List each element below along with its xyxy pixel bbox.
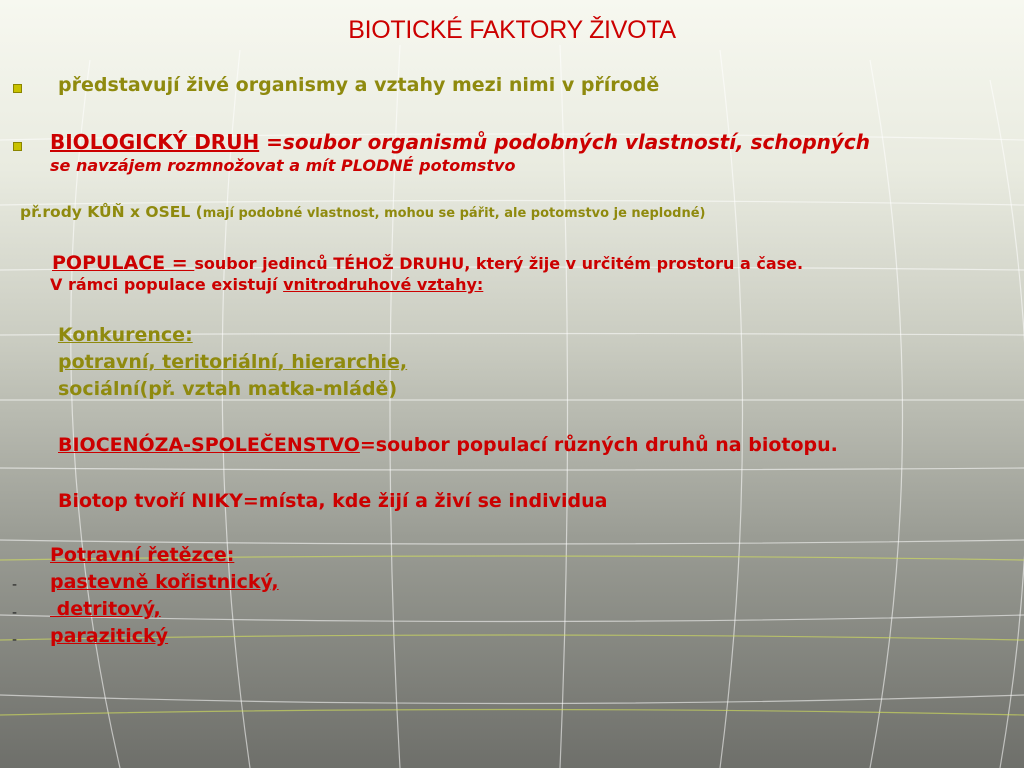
biocenoza-line <box>58 434 838 456</box>
dash-marker: - <box>12 605 18 621</box>
konkurence-types: potravní, teritoriální, hierarchie, <box>58 351 408 373</box>
populace-line2 <box>50 275 483 294</box>
retezec-item: detritový, <box>50 598 161 620</box>
populace-line <box>52 252 803 274</box>
konkurence-social: sociální(př. vztah matka-mládě) <box>58 378 398 400</box>
intro-text: představují živé organismy a vztahy mezi nimi v přírodě <box>58 74 660 96</box>
retezce-heading: Potravní řetězce: <box>50 544 235 566</box>
bullet-icon <box>13 142 22 151</box>
druh-term: BIOLOGICKÝ DRUH <box>50 130 260 154</box>
example-lead: př.rody KŮŇ x OSEL ( <box>20 203 203 221</box>
dash-marker: - <box>12 577 18 593</box>
dash-marker: - <box>12 632 18 648</box>
bullet-icon <box>13 84 22 93</box>
slide-title: BIOTICKÉ FAKTORY ŽIVOTA <box>348 16 676 44</box>
druh-def: =soubor organismů podobných vlastností, schopných <box>259 130 871 154</box>
populace-line2-text: V rámci populace existují <box>50 275 284 294</box>
druh-def-line2: se navzájem rozmnožovat a mít PLODNÉ potomstvo <box>50 156 516 175</box>
populace-def: soubor jedinců TÉHOŽ DRUHU, který žije v určitém prostoru a čase. <box>194 254 804 273</box>
biocenoza-def: =soubor populací různých druhů na biotopu. <box>359 434 838 456</box>
example-note: mají podobné vlastnost, mohou se pářit, ale potomstvo je neplodné) <box>202 206 706 221</box>
biocenoza-term: BIOCENÓZA-SPOLEČENSTVO <box>58 434 360 456</box>
retezec-item: pastevně kořistnický, <box>50 571 279 593</box>
druh-line <box>50 130 870 154</box>
retezec-item: parazitický <box>50 625 169 647</box>
biotop-line: Biotop tvoří NIKY=místa, kde žijí a živí se individua <box>58 490 608 512</box>
populace-term: POPULACE = <box>52 252 195 274</box>
vnitrodruhove-link: vnitrodruhové vztahy: <box>283 275 484 294</box>
konkurence-heading: Konkurence: <box>58 324 193 346</box>
example-line <box>20 203 706 221</box>
